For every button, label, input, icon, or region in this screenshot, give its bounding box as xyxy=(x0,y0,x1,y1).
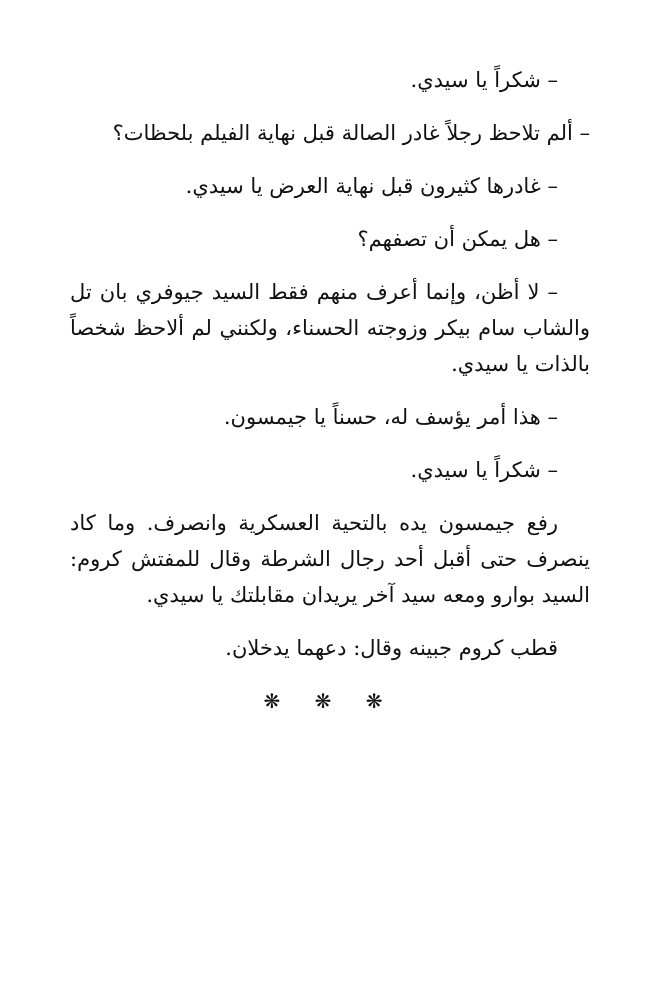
paragraph-3: – غادرها كثيرون قبل نهاية العرض يا سيدي. xyxy=(185,174,558,198)
paragraph-4: – هل يمكن أن تصفهم؟ xyxy=(357,227,558,251)
section-separator: ❋ ❋ ❋ xyxy=(263,689,397,713)
paragraph-9: قطب كروم جبينه وقال: دعهما يدخلان. xyxy=(225,636,558,660)
paragraph-6: – هذا أمر يؤسف له، حسناً يا جيمسون. xyxy=(223,405,558,429)
paragraph-5: – لا أظن، وإنما أعرف منهم فقط السيد جيوفري بان تل والشاب سام بيكر وزوجته الحسناء، ولكنني لم ألاحظ شخصاً بالذات يا سيدي. xyxy=(70,280,590,376)
paragraph-8: رفع جيمسون يده بالتحية العسكرية وانصرف. وما كاد ينصرف حتى أقبل أحد رجال الشرطة وقال للمفتش كروم: السيد بوارو ومعه سيد آخر يريدان مقابلتك يا سيدي. xyxy=(70,511,590,607)
paragraph-7: – شكراً يا سيدي. xyxy=(410,458,558,482)
page-content xyxy=(70,62,590,719)
paragraph-1: – شكراً يا سيدي. xyxy=(410,68,558,92)
paragraph-2: – ألم تلاحظ رجلاً غادر الصالة قبل نهاية الفيلم بلحظات؟ xyxy=(112,121,590,145)
